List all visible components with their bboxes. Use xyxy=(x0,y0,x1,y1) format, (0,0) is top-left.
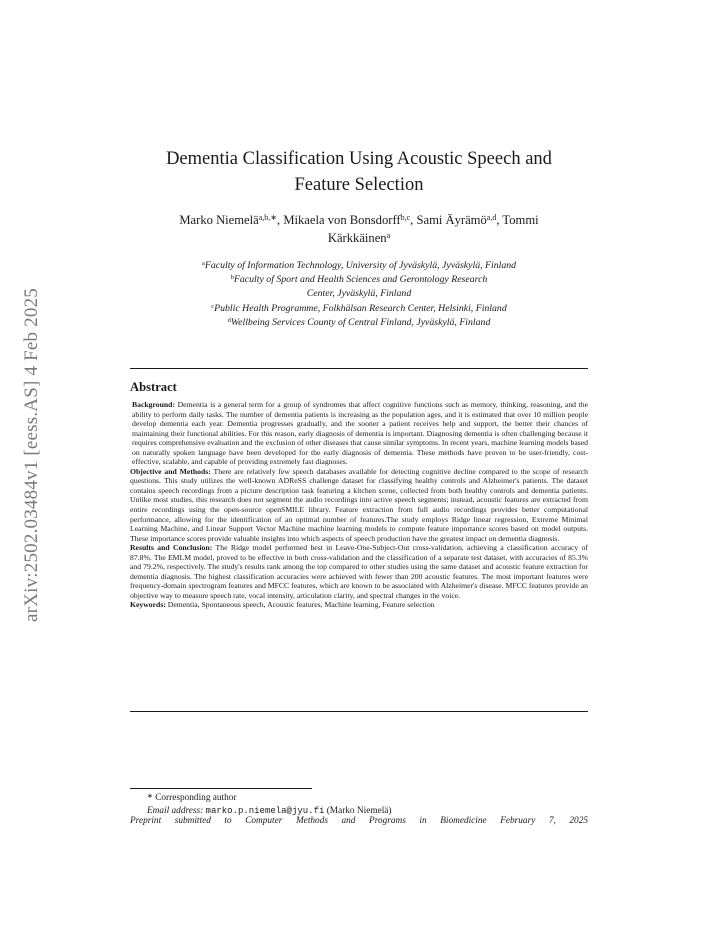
corresponding-author-note: ∗ Corresponding author xyxy=(147,792,237,803)
author-name: Kärkkäinen xyxy=(327,231,387,245)
author-affil-marker: a xyxy=(386,231,391,240)
divider-bottom xyxy=(130,711,588,712)
email-address[interactable]: marko.p.niemela@jyu.fi xyxy=(205,806,325,816)
abstract-methods: Objective and Methods: There are relatively few speech databases available for detecting cognitive decline compared to the scope of research questions. This study utilizes the well-known ADReSS challenge dataset for classifying healthy controls and Alzheimer's patients. The dataset contains speech recordings from a picture description task featuring a kitchen scene, collected from both healthy controls and dementia patients. Unlike most studies, this research does not segment the audio recordings into active speech segments; instead, acoustic features are extracted from entire recordings using the open-source openSMILE library. Feature extraction from full audio recordings provides better computational performance, allowing for the identification of an optimal number of features.The study employs Ridge linear regression, Extreme Minimal Learning Machine, and Linear Support Vector Machine machine learning models to compute feature importance scores based on model outputs. These importance scores provide valuable insights into which aspects of speech production have the greatest impact on dementia diagnosis. xyxy=(130,466,588,543)
affiliation-b: $^b$Faculty of Sport and Health Sciences and Gerontology Research xyxy=(230,274,488,286)
author-affil-marker: b,c xyxy=(400,213,411,222)
title-line-1: Dementia Classification Using Acoustic Speech and xyxy=(166,149,552,169)
affiliation-a: $^a$Faculty of Information Technology, University of Jyväskylä, Jyväskylä, Finland xyxy=(201,260,517,271)
paper-title xyxy=(130,146,588,198)
author-name: Sami Äyrämö xyxy=(416,213,487,227)
author-name: Marko Niemelä xyxy=(179,213,259,227)
abstract-keywords: Keywords: Dementia, Spontaneous speech, Acoustic features, Machine learning, Feature selection xyxy=(130,600,435,610)
email-owner: (Marko Niemelä) xyxy=(326,806,392,816)
author-list: Marko Niemelä$^{a,b,∗}$, Mikaela von Bonsdorff$^{b,c}$, Sami Äyrämö$^{a,d}$, Tommi Kärkkäinen$^a$ xyxy=(179,213,539,245)
abstract-section xyxy=(130,380,588,610)
email-label: Email address: xyxy=(147,806,204,816)
arxiv-id: arXiv:2502.03484v1 [eess.AS] 4 Feb 2025 xyxy=(21,288,42,622)
abstract-background: Background: Dementia is a general term for a group of syndromes that affect cognitive functions such as memory, thinking, reasoning, and the ability to perform daily tasks. The number of dementia patients is increasing as the population ages, and it is estimated that over 10 million people develop dementia each year. Dementia progresses gradually, and the sooner a patient receives help and support, the better their chances of maintaining their functional abilities. For this reason, early diagnosis of dementia is important. Diagnosing dementia is often challenging because it requires comprehensive evaluation and the exclusion of other diseases that cause similar symptoms. In recent years, machine learning models based on naturally spoken language have been developed for the early diagnosis of dementia. These methods have proven to be user-friendly, cost-effective, scalable, and capable of providing extremely fast diagnoses. xyxy=(132,400,589,467)
title-line-2: Feature Selection xyxy=(294,175,424,195)
author-name: Mikaela von Bonsdorff xyxy=(283,213,401,227)
footnote xyxy=(147,792,587,818)
affiliations xyxy=(130,259,588,330)
affiliation-b-cont: Center, Jyväskylä, Finland xyxy=(306,288,412,300)
author-name: Tommi xyxy=(502,213,539,227)
abstract-heading: Abstract xyxy=(130,380,177,394)
footnote-rule xyxy=(130,788,312,789)
affiliation-c: $^c$Public Health Programme, Folkhälsan Research Center, Helsinki, Finland xyxy=(211,302,507,314)
author-affil-marker: a,d xyxy=(486,213,497,222)
author-affil-marker: a,b,∗ xyxy=(258,213,278,222)
affiliation-d: $^d$Wellbeing Services County of Central Finland, Jyväskylä, Finland xyxy=(227,316,491,328)
preprint-line: Preprint submitted to Computer Methods and Programs in Biomedicine February 7, 2025 xyxy=(130,816,588,826)
arxiv-sidebar xyxy=(18,245,46,665)
abstract-results: Results and Conclusion: The Ridge model performed best in Leave-One-Subject-Out cross-validation, achieving a classification accuracy of 87.8%. The EMLM model, proved to be effective in both cross-validation and the classification of a separate test dataset, with accuracies of 85.3% and 79.2%, respectively. The study's results rank among the top compared to other studies using the same dataset and acoustic feature extraction for dementia diagnosis. The highest classification accuracies were achieved with fewer than 200 acoustic features. The most important features were frequency-domain spectrogram features and MFCC features, which are known to be associated with Alzheimer's disease. MFCC features provide an objective way to measure speech rate, vocal intensity, articulation clarity, and spectral changes in the voice. xyxy=(130,543,588,600)
divider-top xyxy=(130,368,588,369)
